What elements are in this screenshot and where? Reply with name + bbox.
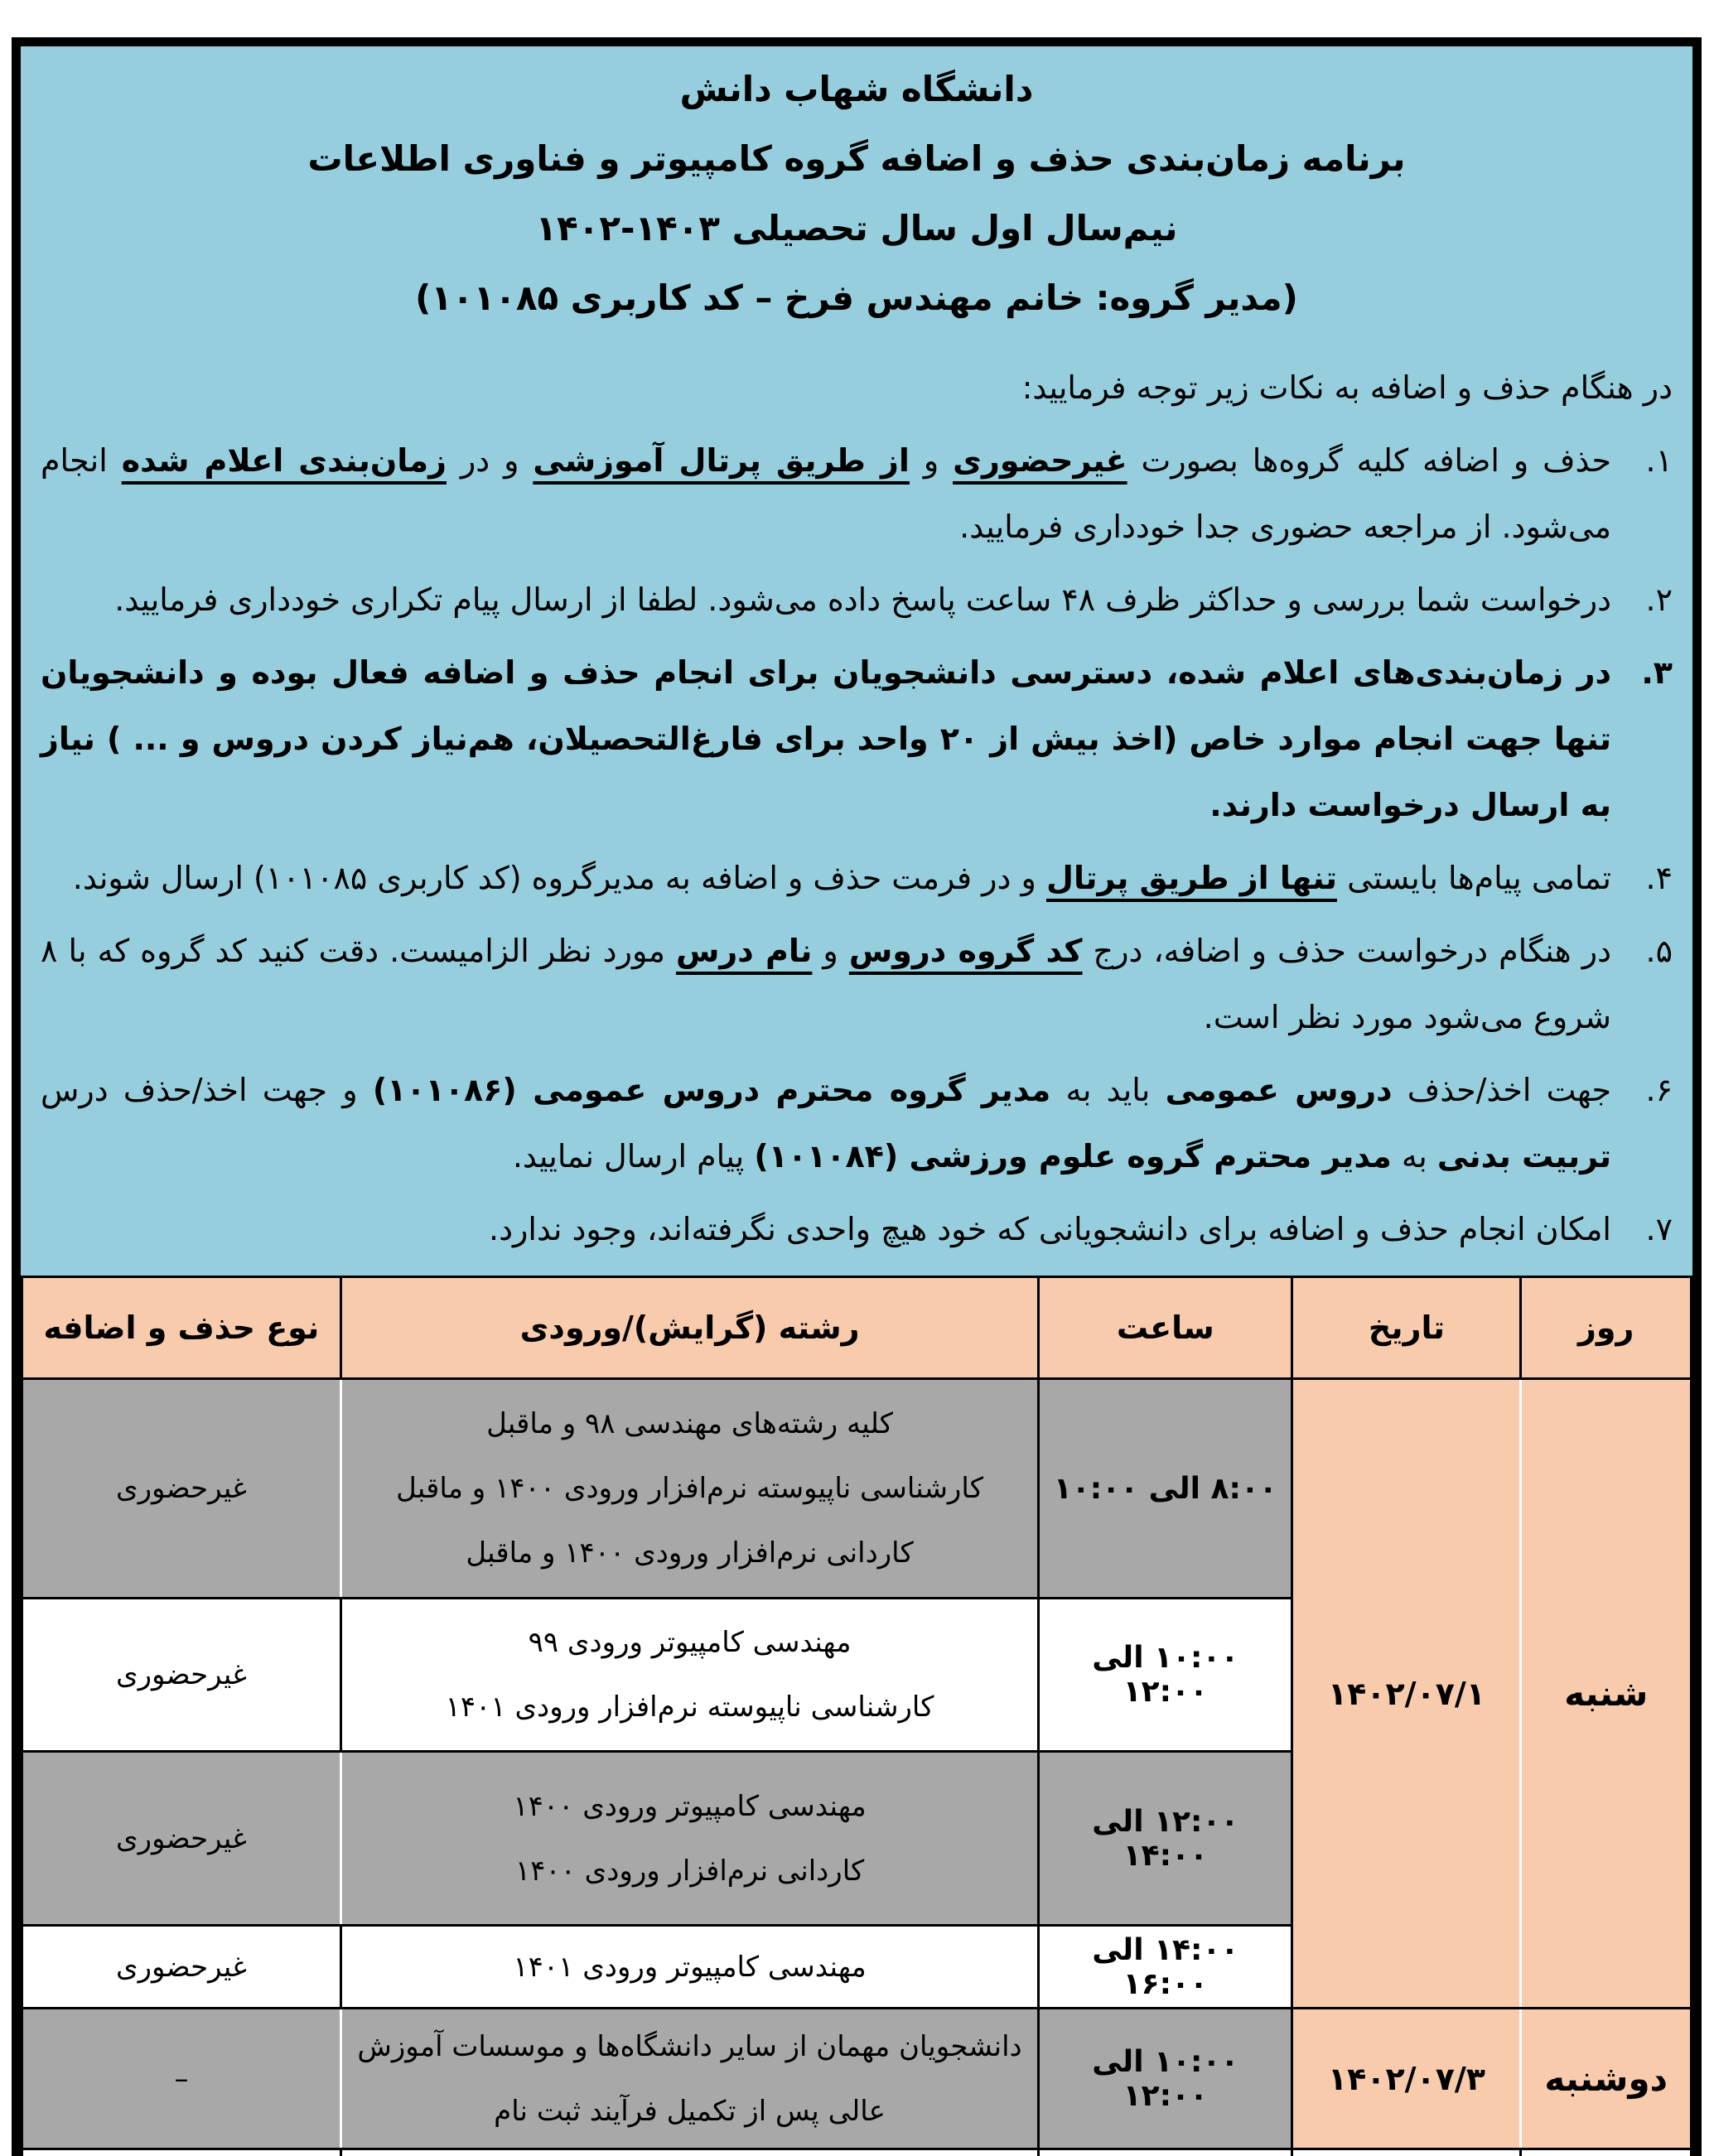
program-cell bbox=[340, 1926, 1038, 2009]
type-cell: غیرحضوری bbox=[22, 1599, 341, 1752]
notes-section bbox=[41, 355, 1673, 1262]
note-segment: غیرحضوری bbox=[953, 442, 1127, 479]
note-segment: دروس عمومی bbox=[1165, 1072, 1393, 1108]
program-line: کلیه رشته‌های مهندسی ۹۸ و ماقبل bbox=[486, 1407, 893, 1440]
schedule-table bbox=[21, 1276, 1692, 2156]
notes-intro: در هنگام حذف و اضافه به نکات زیر توجه فرمایید: bbox=[1021, 369, 1673, 406]
type-cell: غیرحضوری bbox=[22, 1926, 341, 2009]
time-cell: ۱۰:۰۰ الی ۱۲:۰۰ bbox=[1039, 1599, 1292, 1752]
program-cell bbox=[340, 1752, 1038, 1926]
program-line: مهندسی کامپیوتر ورودی ۹۹ bbox=[528, 1626, 852, 1659]
column-header-date: تاریخ bbox=[1292, 1277, 1521, 1379]
note-segment: مدیر گروه محترم دروس عمومی (۱۰۱۰۸۶) bbox=[372, 1072, 1051, 1108]
note-segment: در زمان‌بندی‌های اعلام شده، دسترسی دانشجویان برای انجام حذف و اضافه فعال بوده و دانشجویان تنها جهت انجام موارد خاص (اخذ بیش از ۲۰ واحد برای فارغ‌التحصیلان، هم‌نیاز کردن دروس و ... ) نیاز به ارسال درخواست دارند. bbox=[41, 654, 1611, 823]
note-segment: مورد نظر الزامیست. دقت کنید کد گروه که با ۸ شروع می‌شود مورد نظر است. bbox=[41, 933, 1611, 1035]
note-item-4 bbox=[41, 845, 1673, 911]
note-text bbox=[41, 845, 1611, 911]
note-number: ۷. bbox=[1645, 1211, 1673, 1247]
note-segment: به bbox=[1391, 1138, 1437, 1174]
header-line-4: (مدیر گروه: خانم مهندس فرخ – کد کاربری ۱۰۱۰۸۵) bbox=[415, 277, 1298, 318]
empty-cell bbox=[1292, 2149, 1521, 2156]
program-line: کاردانی نرم‌افزار ورودی ۱۴۰۰ و ماقبل bbox=[466, 1536, 914, 1570]
note-segment: در هنگام درخواست حذف و اضافه، درج bbox=[1082, 933, 1611, 969]
note-number: ۶. bbox=[1645, 1072, 1673, 1108]
note-segment: و در bbox=[446, 442, 534, 479]
header-line-2: برنامه زمان‌بندی حذف و اضافه گروه کامپیوتر و فناوری اطلاعات bbox=[307, 138, 1406, 179]
note-segment: تنها از طریق پرتال bbox=[1045, 860, 1338, 896]
column-header-day: روز bbox=[1521, 1277, 1692, 1379]
note-number: ۴. bbox=[1645, 860, 1673, 896]
note-segment: و bbox=[812, 933, 849, 969]
partial-bottom-row bbox=[22, 2149, 1692, 2156]
note-segment: پیام ارسال نمایید. bbox=[512, 1138, 755, 1174]
note-segment: کد گروه دروس bbox=[848, 933, 1083, 969]
program-line: کارشناسی ناپیوسته نرم‌افزار ورودی ۱۴۰۰ و ماقبل bbox=[396, 1472, 983, 1505]
table-row bbox=[22, 2009, 1692, 2149]
note-text bbox=[41, 1196, 1611, 1262]
program-cell bbox=[340, 1379, 1038, 1599]
note-text bbox=[41, 1057, 1611, 1189]
schedule-header-row bbox=[22, 1277, 1692, 1379]
header-line-1: دانشگاه شهاب دانش bbox=[679, 69, 1034, 109]
note-segment: انجام می‌شود. از مراجعه حضوری جدا خودداری فرمایید. bbox=[41, 442, 1611, 545]
top-section bbox=[21, 46, 1692, 1276]
note-segment: تمامی پیام‌ها بایستی bbox=[1337, 860, 1611, 896]
table-row bbox=[22, 1379, 1692, 1599]
note-item-2 bbox=[41, 567, 1673, 633]
program-line: مهندسی کامپیوتر ورودی ۱۴۰۰ bbox=[513, 1789, 867, 1823]
column-header-type: نوع حذف و اضافه bbox=[22, 1277, 341, 1379]
note-segment: تربیت بدنی bbox=[1436, 1138, 1611, 1174]
empty-cell bbox=[1521, 2149, 1692, 2156]
note-item-5 bbox=[41, 918, 1673, 1050]
note-segment: جهت اخذ/حذف bbox=[1392, 1072, 1611, 1108]
note-text bbox=[41, 918, 1611, 1050]
note-item-1 bbox=[41, 427, 1673, 560]
date-cell: ۱۴۰۲/۰۷/۳ bbox=[1292, 2009, 1521, 2149]
note-segment: درخواست شما بررسی و حداکثر ظرف ۴۸ ساعت پاسخ داده می‌شود. لطفا از ارسال پیام تکراری خودداری فرمایید. bbox=[114, 581, 1611, 618]
note-item-3 bbox=[41, 639, 1673, 838]
time-cell: ۸:۰۰ الی ۱۰:۰۰ bbox=[1039, 1379, 1292, 1599]
program-line: کاردانی نرم‌افزار ورودی ۱۴۰۰ bbox=[514, 1854, 865, 1888]
time-cell: ۱۴:۰۰ الی ۱۶:۰۰ bbox=[1039, 1926, 1292, 2009]
note-number: ۲. bbox=[1645, 581, 1673, 618]
note-number: ۱. bbox=[1645, 442, 1673, 479]
empty-cell bbox=[22, 2149, 341, 2156]
note-segment: و bbox=[909, 442, 954, 479]
note-segment: حذف و اضافه کلیه گروه‌ها بصورت bbox=[1127, 442, 1611, 479]
day-cell: دوشنبه bbox=[1521, 2009, 1692, 2149]
program-line: کارشناسی ناپیوسته نرم‌افزار ورودی ۱۴۰۱ bbox=[445, 1691, 934, 1724]
schedule-tbody bbox=[22, 1379, 1692, 2156]
notes-list bbox=[41, 427, 1673, 1262]
note-segment: امکان انجام حذف و اضافه برای دانشجویانی که خود هیچ واحدی نگرفته‌اند، وجود ندارد. bbox=[489, 1211, 1611, 1247]
note-text bbox=[41, 427, 1611, 560]
type-cell: – bbox=[22, 2009, 341, 2149]
note-segment: باید به bbox=[1050, 1072, 1166, 1108]
note-number: ۳. bbox=[1641, 654, 1673, 691]
day-cell: شنبه bbox=[1521, 1379, 1692, 2009]
note-segment: و جهت اخذ/حذف درس bbox=[41, 1072, 373, 1108]
note-item-7 bbox=[41, 1196, 1673, 1262]
note-segment: نام درس bbox=[675, 933, 813, 969]
note-item-6 bbox=[41, 1057, 1673, 1189]
date-cell: ۱۴۰۲/۰۷/۱ bbox=[1292, 1379, 1521, 2009]
type-cell: غیرحضوری bbox=[22, 1379, 341, 1599]
note-segment: مدیر محترم گروه علوم ورزشی (۱۰۱۰۸۴) bbox=[754, 1138, 1392, 1174]
empty-cell bbox=[1039, 2149, 1292, 2156]
note-number: ۵. bbox=[1645, 933, 1673, 969]
note-segment: و در فرمت حذف و اضافه به مدیرگروه (کد کاربری ۱۰۱۰۸۵) ارسال شوند. bbox=[72, 860, 1046, 896]
program-line: دانشجویان مهمان از سایر دانشگاه‌ها و موسسات آموزش عالی پس از تکمیل فرآیند ثبت نام bbox=[357, 2029, 1022, 2128]
empty-cell bbox=[340, 2149, 1038, 2156]
time-cell: ۱۲:۰۰ الی ۱۴:۰۰ bbox=[1039, 1752, 1292, 1926]
program-cell bbox=[340, 1599, 1038, 1752]
time-cell: ۱۰:۰۰ الی ۱۲:۰۰ bbox=[1039, 2009, 1292, 2149]
program-cell bbox=[340, 2009, 1038, 2149]
column-header-program: رشته (گرایش)/ورودی bbox=[340, 1277, 1038, 1379]
program-line: مهندسی کامپیوتر ورودی ۱۴۰۱ bbox=[513, 1950, 867, 1984]
column-header-time: ساعت bbox=[1039, 1277, 1292, 1379]
schedule-header bbox=[22, 1277, 1692, 1379]
header-line-3: نیم‌سال اول سال تحصیلی ۱۴۰۳-۱۴۰۲ bbox=[535, 208, 1178, 248]
note-text bbox=[41, 567, 1611, 633]
note-segment: زمان‌بندی اعلام شده bbox=[121, 442, 447, 479]
type-cell: غیرحضوری bbox=[22, 1752, 341, 1926]
header-lines bbox=[41, 55, 1673, 333]
note-text bbox=[41, 639, 1611, 838]
document bbox=[12, 37, 1702, 2156]
note-segment: از طریق پرتال آموزشی bbox=[533, 442, 910, 479]
